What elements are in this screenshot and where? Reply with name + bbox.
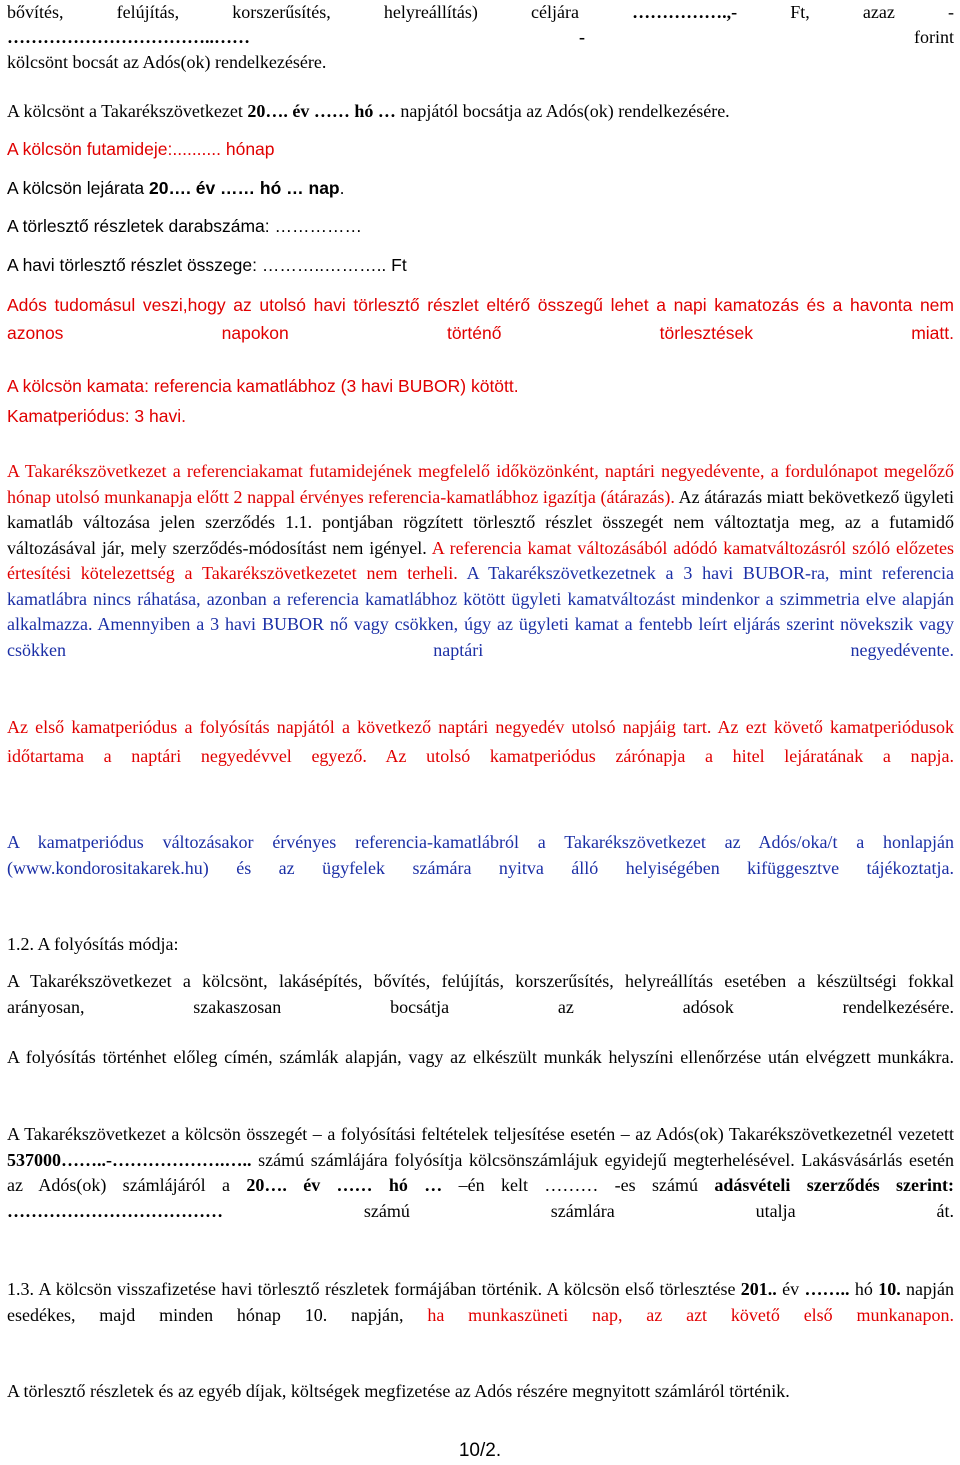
availability-line: kölcsönt bocsát az Adós(ok) rendelkezésére. xyxy=(7,52,327,72)
repricing-symmetry: A Takarékszövetkezetnek a 3 havi BUBOR-ra, mint referencia kamatlábra nincs ráhatása, azonban a referencia kamatlábhoz kötött ügyleti kamatváltozást mindenkor a szimmetria elve alapján alkalmazza. Amennyiben a 3 havi BUBOR nő vagy csökken, úgy az ügyleti kamat a fentebb leírt eljárás szerint növekszik vagy csökken naptári negyedévente. xyxy=(7,563,954,660)
repricing-rule: A Takarékszövetkezet a referenciakamat futamidejének megfelelő időközönként, naptári negyedévente, a fordulónapot megelőző hónap utolsó munkanapja előtt 2 nappal érvényes referencia-kamatlábhoz igazítja (átárazás). xyxy=(7,461,954,507)
disbursement-text-end: számú számlára utalja át. xyxy=(223,1200,954,1221)
amount-placeholder: …………….,- xyxy=(632,2,738,22)
forint-label: forint xyxy=(914,27,954,47)
disbursement-text-2: számú számlájára folyósítja kölcsönszámlájuk egyidejű megterhelésével. Lakásvásárlás esetén az Adós(ok) számlájáról a xyxy=(7,1149,954,1195)
interest-period: Kamatperiódus: 3 havi. xyxy=(7,406,186,426)
rate-information: A kamatperiódus változásakor érvényes referencia-kamatlábról a Takarékszövetkezet az Adós/oka/t a honlapján (www.kondorositakarek.hu) és az ügyfelek számára nyitva álló helyiségében kifüggesztve tájékoztatja. xyxy=(7,832,954,878)
loan-start-line xyxy=(7,99,954,125)
first-year-placeholder: 201.. xyxy=(740,1279,777,1299)
repayment-paragraph xyxy=(7,1277,954,1354)
monthly-installment: A havi törlesztő részlet összege: ………..……….. Ft xyxy=(7,255,407,275)
last-installment-note: Adós tudomásul veszi,hogy az utolsó havi törlesztő részlet eltérő összegű lehet a napi kamatozás és a havonta nem azonos napokon történő törlesztések miatt. xyxy=(7,295,954,343)
contract-date-placeholder: 20…. év …… hó … xyxy=(246,1175,443,1195)
fees-payment: A törlesztő részletek és az egyéb díjak, költségek megfizetése az Adós részére megnyitott számláról történik. xyxy=(7,1381,790,1401)
repayment-schedule: napján esedékes, majd minden hónap 10. napján, xyxy=(7,1279,955,1325)
loan-expiry-placeholder: 20…. év …… hó … nap xyxy=(149,178,340,198)
loan-expiry xyxy=(7,176,954,202)
installments-count: A törlesztő részletek darabszáma: …………… xyxy=(7,216,362,236)
amount-words-placeholder: ……………………………..…… xyxy=(7,27,250,47)
first-interest-period: Az első kamatperiódus a folyósítás napjától a következő naptári negyedév utolsó napjáig tart. Az ezt követő kamatperiódusok időtartama a naptári negyedévvel egyező. Az utolsó kamatperiódus zárónapja a hitel lejáratának a napja. xyxy=(7,717,954,766)
account-number-placeholder: 537000……..-……………….….. xyxy=(7,1149,252,1170)
interest-reference: A kölcsön kamata: referencia kamatlábhoz (3 havi BUBOR) kötött. xyxy=(7,376,519,396)
disbursement-account xyxy=(7,1122,954,1250)
repricing-paragraph xyxy=(7,459,954,689)
loan-start-date-placeholder: 20…. év …… hó … xyxy=(247,101,396,121)
first-month-placeholder: …….. xyxy=(804,1279,850,1299)
month-label: hó xyxy=(849,1279,879,1299)
loan-start-text-end: napjától bocsátja az Adós(ok) rendelkezésére. xyxy=(395,101,730,121)
disbursement-heading: 1.2. A folyósítás módja: xyxy=(7,934,179,954)
sales-contract-placeholder: adásvételi szerződés szerint: ……………………………… xyxy=(7,1175,955,1221)
due-day: 10. xyxy=(878,1279,901,1299)
disbursement-staged: A Takarékszövetkezet a kölcsönt, lakásépítés, bővítés, felújítás, korszerűsítés, helyreállítás esetében a készültségi fokkal arányosan, szakaszosan bocsátja az adósok rendelkezésére. xyxy=(7,971,954,1017)
loan-start-text: A kölcsönt a Takarékszövetkezet xyxy=(7,101,248,121)
dash: - xyxy=(250,27,914,47)
period: . xyxy=(339,178,345,198)
page-number: 10/2. xyxy=(458,1440,502,1461)
loan-expiry-label: A kölcsön lejárata xyxy=(7,178,150,198)
year-label: év xyxy=(776,1279,805,1299)
amount-words-label: Ft, azaz - xyxy=(737,2,954,22)
purpose-text: bővítés, felújítás, korszerűsítés, helyreállítás) céljára xyxy=(7,2,633,22)
repricing-effect: Az átárazás miatt bekövetkező ügyleti kamatláb változása jelen szerződés 1.1. pontjában rögzített törlesztő részlet összegét nem változtatja meg, az a futamidő változásával jár, mely szerződés-módosítást nem igényel. xyxy=(7,486,954,558)
disbursement-basis: A folyósítás történhet előleg címén, számlák alapján, vagy az elkészült munkák helyszíni ellenőrzése után elvégzett munkákra. xyxy=(7,1047,954,1067)
repayment-text: 1.3. A kölcsön visszafizetése havi törlesztő részletek formájában történik. A kölcsön első törlesztése xyxy=(7,1279,741,1299)
contract-number-text: –én kelt ……… -es számú xyxy=(442,1175,715,1195)
disbursement-text: A Takarékszövetkezet a kölcsön összegét – a folyósítási feltételek teljesítése esetén – az Adós(ok) Takarékszövetkezetnél vezetett xyxy=(7,1124,954,1144)
loan-term: A kölcsön futamideje:.......... hónap xyxy=(7,139,275,159)
holiday-rule: ha munkaszüneti nap, az azt követő első munkanapon. xyxy=(403,1304,954,1325)
repricing-notice: A referencia kamat változásából adódó kamatváltozásról szóló előzetes értesítési kötelezettség a Takarékszövetkezetet nem terheli. xyxy=(7,537,954,583)
